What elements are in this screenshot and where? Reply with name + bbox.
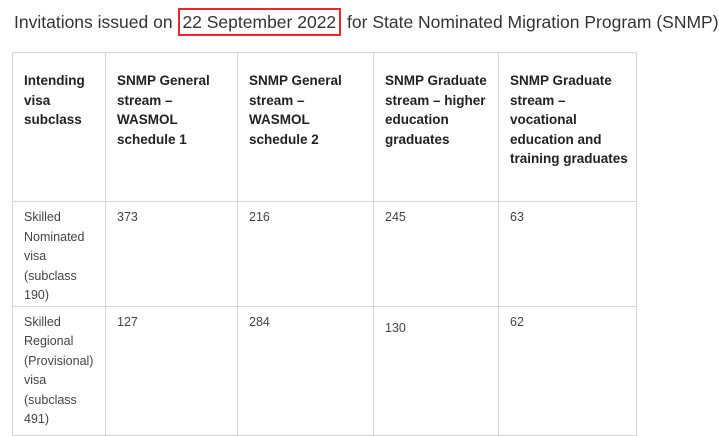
column-header-visa-subclass: Intending visa subclass [13,53,106,202]
cell-value: 127 [106,306,238,435]
cell-value: 130 [374,306,499,435]
column-header-general-schedule-2: SNMP General stream –WASMOL schedule 2 [238,53,374,202]
column-header-graduate-vocational: SNMP Graduate stream – vocational education and training graduates [499,53,637,202]
cell-value: 373 [106,202,238,307]
table-row [13,202,637,307]
heading-prefix: Invitations issued on [14,12,178,32]
invitations-table [12,52,637,436]
column-header-general-schedule-1: SNMP General stream – WASMOL schedule 1 [106,53,238,202]
page-heading [14,10,719,34]
highlighted-date: 22 September 2022 [178,8,341,36]
cell-value: 245 [374,202,499,307]
cell-value: 62 [499,306,637,435]
cell-value: 284 [238,306,374,435]
column-header-graduate-higher-education: SNMP Graduate stream – higher education graduates [374,53,499,202]
cell-value: 63 [499,202,637,307]
table-header-row [13,53,637,202]
row-subclass-label: Skilled Regional (Provisional) visa (subclass 491) [13,306,106,435]
heading-suffix: for State Nominated Migration Program (SNMP) [342,12,719,32]
row-subclass-label: Skilled Nominated visa (subclass 190) [13,202,106,307]
table-row [13,306,637,435]
cell-value: 216 [238,202,374,307]
